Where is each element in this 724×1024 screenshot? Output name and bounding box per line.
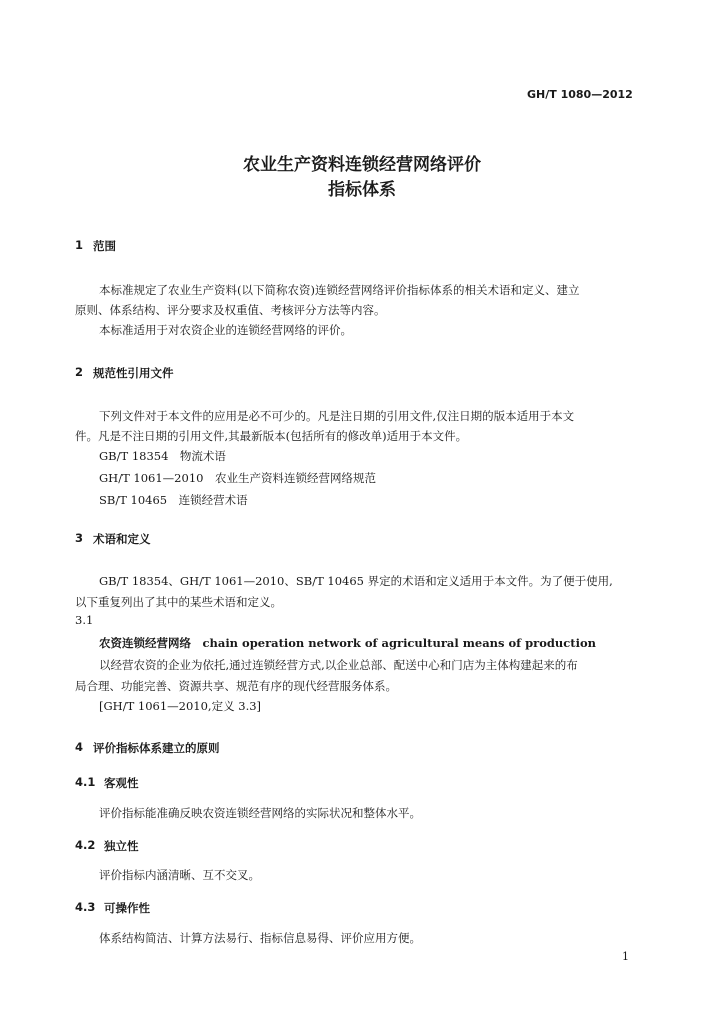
subclause-title: 可操作性	[104, 901, 150, 915]
section-4-title: 评价指标体系建立的原则	[93, 741, 220, 755]
section-1-paragraph-line: 本标准规定了农业生产资料(以下简称农资)连锁经营网络评价指标体系的相关术语和定义、建立	[99, 283, 580, 297]
term-heading: 农资连锁经营网络 chain operation network of agricultural means of production	[99, 636, 597, 650]
term-definition-line: 局合理、功能完善、资源共享、规范有序的现代经营服务体系。	[75, 679, 397, 693]
section-3-number: 3	[75, 531, 84, 545]
term-source: [GH/T 1061—2010,定义 3.3]	[99, 699, 262, 713]
document-title: 农业生产资料连锁经营网络评价	[243, 155, 481, 175]
reference-item: SB/T 10465 连锁经营术语	[99, 493, 248, 507]
section-3-paragraph-line: GB/T 18354、GH/T 1061—2010、SB/T 10465 界定的术语和定义适用于本文件。为了便于使用,	[99, 574, 613, 588]
section-1-paragraph-line: 原则、体系结构、评分要求及权重值、考核评分方法等内容。	[75, 303, 386, 317]
section-2-paragraph-line: 件。凡是不注日期的引用文件,其最新版本(包括所有的修改单)适用于本文件。	[75, 429, 468, 443]
section-1-number: 1	[75, 238, 84, 252]
subclause-text: 评价指标能准确反映农资连锁经营网络的实际状况和整体水平。	[99, 806, 421, 820]
section-4-number: 4	[75, 740, 84, 754]
reference-item: GH/T 1061—2010 农业生产资料连锁经营网络规范	[99, 471, 376, 485]
page-number: 1	[622, 950, 629, 963]
section-2-paragraph-line: 下列文件对于本文件的应用是必不可少的。凡是注日期的引用文件,仅注日期的版本适用于本文	[99, 409, 575, 423]
reference-item: GB/T 18354 物流术语	[99, 449, 226, 463]
section-3-paragraph-line: 以下重复列出了其中的某些术语和定义。	[75, 595, 282, 609]
subclause-number: 3.1	[75, 613, 94, 627]
section-1-title: 范围	[93, 239, 116, 253]
document-subtitle: 指标体系	[328, 180, 396, 200]
subclause-title: 客观性	[104, 776, 139, 790]
section-2-title: 规范性引用文件	[93, 366, 174, 380]
section-1-paragraph: 本标准适用于对农资企业的连锁经营网络的评价。	[99, 323, 352, 337]
term-definition-line: 以经营农资的企业为依托,通过连锁经营方式,以企业总部、配送中心和门店为主体构建起来的布	[99, 658, 578, 672]
section-2-number: 2	[75, 365, 84, 379]
standard-code-header: GH/T 1080—2012	[527, 88, 633, 101]
subclause-text: 评价指标内涵清晰、互不交叉。	[99, 868, 260, 882]
subclause-number: 4.1	[75, 775, 96, 789]
subclause-number: 4.3	[75, 900, 96, 914]
section-3-title: 术语和定义	[93, 532, 151, 546]
subclause-number: 4.2	[75, 838, 96, 852]
subclause-text: 体系结构简洁、计算方法易行、指标信息易得、评价应用方便。	[99, 931, 421, 945]
subclause-title: 独立性	[104, 839, 139, 853]
